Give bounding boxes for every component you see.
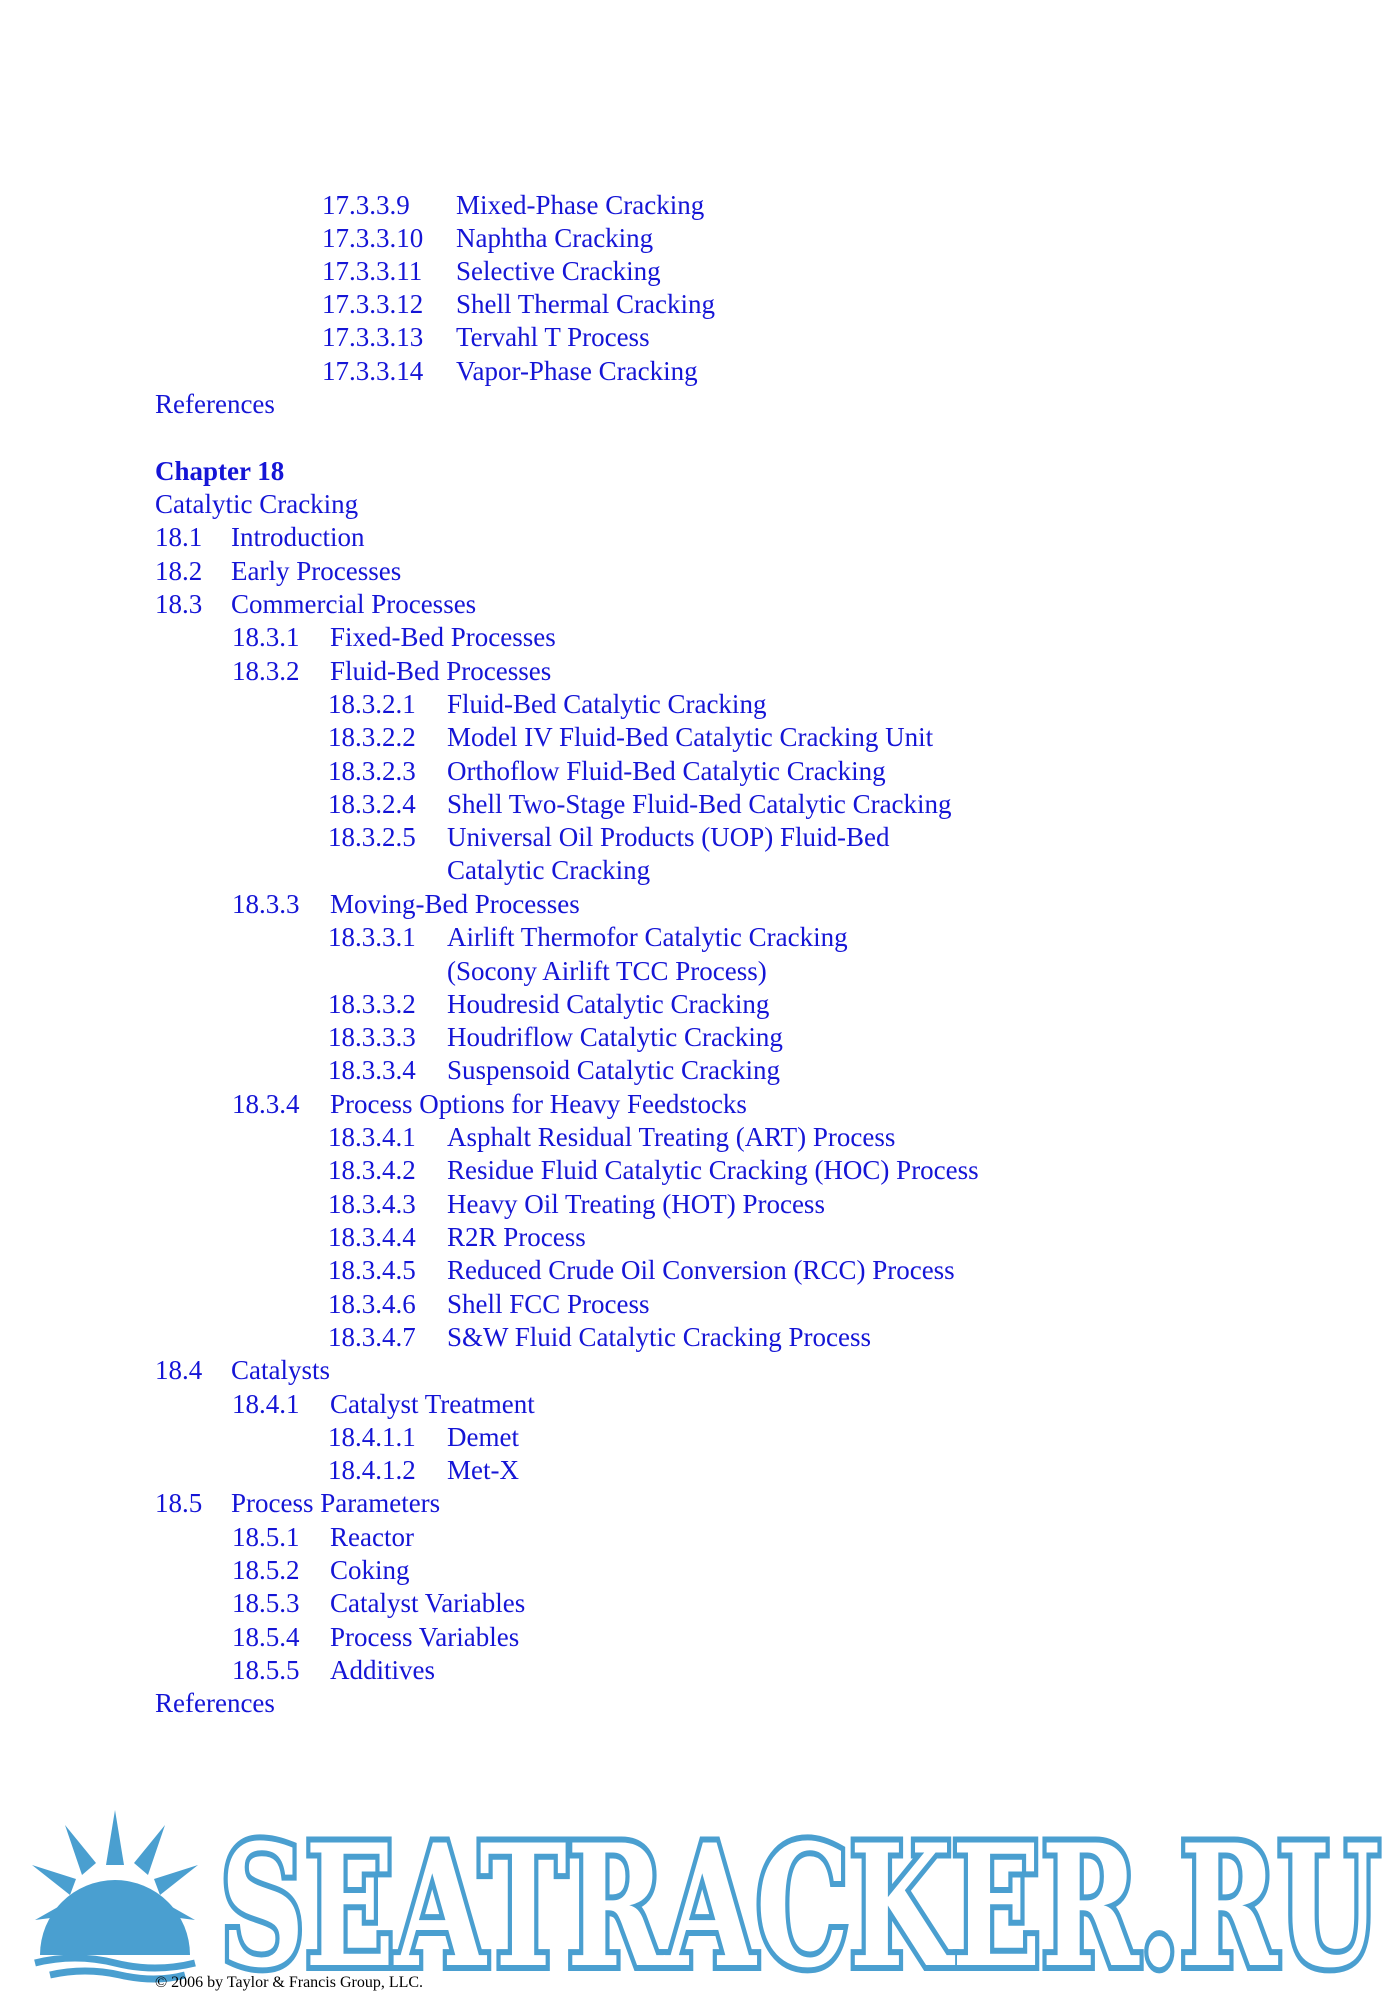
toc-number: 17.3.3.14: [322, 356, 424, 386]
toc-number: 18.3.2.4: [328, 789, 416, 819]
toc-title[interactable]: Selective Cracking: [456, 256, 661, 286]
toc-title[interactable]: Houdriflow Catalytic Cracking: [447, 1022, 783, 1052]
toc-title[interactable]: Catalyst Treatment: [330, 1389, 535, 1419]
toc-title[interactable]: Shell Two-Stage Fluid-Bed Catalytic Cracking: [447, 789, 952, 819]
toc-title[interactable]: Mixed-Phase Cracking: [456, 190, 705, 220]
toc-number: 18.3.3.4: [328, 1055, 416, 1085]
toc-title[interactable]: Tervahl T Process: [456, 322, 650, 352]
toc-number: 18.4.1.2: [328, 1455, 416, 1485]
toc-number: 18.3.3.2: [328, 989, 416, 1019]
toc-number: 17.3.3.11: [322, 256, 423, 286]
toc-title[interactable]: Asphalt Residual Treating (ART) Process: [447, 1122, 896, 1152]
toc-title[interactable]: Coking: [330, 1555, 410, 1585]
toc-title[interactable]: Catalytic Cracking: [447, 855, 651, 885]
toc-title[interactable]: Commercial Processes: [231, 589, 477, 619]
toc-number: 18.5.4: [232, 1622, 300, 1652]
toc-number: 18.3.1: [232, 622, 300, 652]
watermark-text: SEATRACKER.RU: [220, 1807, 1380, 1985]
toc-title[interactable]: Moving-Bed Processes: [330, 889, 580, 919]
toc-title[interactable]: R2R Process: [447, 1222, 586, 1252]
toc-number: 18.3: [155, 589, 203, 619]
toc-title[interactable]: Universal Oil Products (UOP) Fluid-Bed: [447, 822, 890, 852]
watermark: [20, 1795, 1390, 1985]
toc-title[interactable]: Demet: [447, 1422, 519, 1452]
toc-title[interactable]: Early Processes: [231, 556, 402, 586]
toc-title[interactable]: Vapor-Phase Cracking: [456, 356, 698, 386]
toc-title[interactable]: Model IV Fluid-Bed Catalytic Cracking Unit: [447, 722, 934, 752]
watermark-text-fill: SEATRACKER.RU: [220, 1807, 1380, 1985]
toc-title[interactable]: Shell Thermal Cracking: [456, 289, 715, 319]
toc-number: 18.3.3.1: [328, 922, 416, 952]
toc-title[interactable]: Catalyst Variables: [330, 1588, 526, 1618]
toc-number: 18.5.2: [232, 1555, 300, 1585]
toc-number: 18.3.4.2: [328, 1155, 416, 1185]
toc-number: 17.3.3.12: [322, 289, 424, 319]
toc-title[interactable]: (Socony Airlift TCC Process): [447, 956, 767, 986]
toc-title[interactable]: Orthoflow Fluid-Bed Catalytic Cracking: [447, 756, 886, 786]
toc-title[interactable]: Airlift Thermofor Catalytic Cracking: [447, 922, 848, 952]
toc-title[interactable]: Fluid-Bed Catalytic Cracking: [447, 689, 767, 719]
toc-title[interactable]: Process Parameters: [231, 1488, 441, 1518]
toc-number: 18.4: [155, 1355, 203, 1385]
chapter-number[interactable]: Chapter 18: [155, 456, 285, 486]
toc-title[interactable]: Met-X: [447, 1455, 519, 1485]
toc-number: 18.3.4: [232, 1089, 300, 1119]
toc-number: 18.5: [155, 1488, 203, 1518]
toc-title[interactable]: Suspensoid Catalytic Cracking: [447, 1055, 780, 1085]
toc-title[interactable]: Heavy Oil Treating (HOT) Process: [447, 1189, 825, 1219]
toc-number: 18.5.5: [232, 1655, 300, 1685]
toc-number: 18.3.4.5: [328, 1255, 416, 1285]
toc-title[interactable]: Catalysts: [231, 1355, 330, 1385]
toc-title[interactable]: Process Variables: [330, 1622, 520, 1652]
toc-number: 18.4.1: [232, 1389, 300, 1419]
toc-number: 18.3.4.7: [328, 1322, 416, 1352]
toc-number: 18.3.2: [232, 656, 300, 686]
toc-title[interactable]: S&W Fluid Catalytic Cracking Process: [447, 1322, 871, 1352]
toc-title[interactable]: Reduced Crude Oil Conversion (RCC) Process: [447, 1255, 955, 1285]
toc-number: 18.3.3: [232, 889, 300, 919]
toc-title[interactable]: Shell FCC Process: [447, 1289, 650, 1319]
sun-logo-icon: [32, 1810, 198, 1979]
toc-number: 18.1: [155, 522, 203, 552]
toc-number: 18.4.1.1: [328, 1422, 416, 1452]
toc-title[interactable]: Reactor: [330, 1522, 414, 1552]
toc-number: 18.3.2.3: [328, 756, 416, 786]
toc-title[interactable]: Introduction: [231, 522, 365, 552]
toc-title[interactable]: Fixed-Bed Processes: [330, 622, 556, 652]
toc-title[interactable]: Residue Fluid Catalytic Cracking (HOC) Process: [447, 1155, 979, 1185]
toc-number: 18.5.1: [232, 1522, 300, 1552]
toc-title[interactable]: Naphtha Cracking: [456, 223, 654, 253]
toc-title[interactable]: Houdresid Catalytic Cracking: [447, 989, 770, 1019]
toc-number: 18.3.2.1: [328, 689, 416, 719]
toc-number: 17.3.3.9: [322, 190, 410, 220]
toc-number: 18.3.2.5: [328, 822, 416, 852]
toc-number: 18.2: [155, 556, 203, 586]
toc-title[interactable]: Catalytic Cracking: [155, 489, 359, 519]
toc-number: 18.3.3.3: [328, 1022, 416, 1052]
toc-number: 18.3.4.3: [328, 1189, 416, 1219]
toc-title[interactable]: Additives: [330, 1655, 435, 1685]
copyright-footer: © 2006 by Taylor & Francis Group, LLC.: [155, 1974, 424, 1991]
toc-number: 18.3.2.2: [328, 722, 416, 752]
toc-number: 18.5.3: [232, 1588, 300, 1618]
toc-title[interactable]: References: [155, 389, 275, 419]
toc-title[interactable]: Process Options for Heavy Feedstocks: [330, 1089, 747, 1119]
toc-number: 18.3.4.1: [328, 1122, 416, 1152]
toc-number: 18.3.4.4: [328, 1222, 416, 1252]
toc-number: 17.3.3.10: [322, 223, 424, 253]
toc-number: 18.3.4.6: [328, 1289, 416, 1319]
toc-number: 17.3.3.13: [322, 322, 424, 352]
toc-title[interactable]: Fluid-Bed Processes: [330, 656, 552, 686]
toc-title[interactable]: References: [155, 1688, 275, 1718]
